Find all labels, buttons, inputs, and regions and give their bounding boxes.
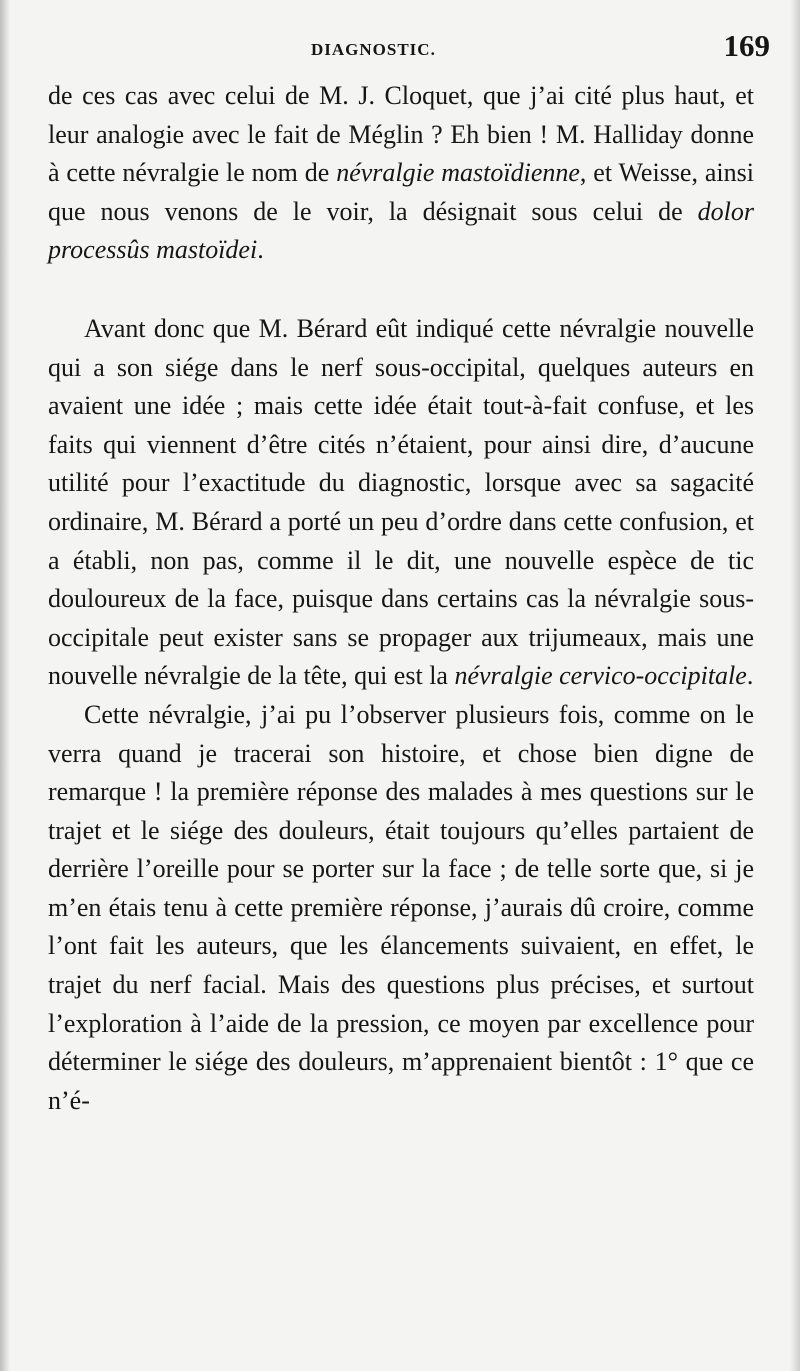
paragraph-1: [48, 77, 754, 270]
text-segment: Cette névralgie, j’ai pu l’observer plusieurs fois, comme on le verra quand je tracerai son histoire, et chose bien digne de remarque ! la première réponse des malades à mes questions sur le trajet et le siége des douleurs, était toujours qu’elles partaient de derrière l’oreille pour se porter sur la face ; de telle sorte que, si je m’en étais tenu à cette première réponse, j’aurais dû croire, comme l’ont fait les auteurs, que les élancements suivaient, en effet, le trajet du nerf facial. Mais des questions plus précises, et surtout l’exploration à l’aide de la pression, ce moyen par excellence pour déterminer le siége des douleurs, m’apprenaient bientôt : 1° que ce n’é-: [48, 699, 754, 1115]
page-header: [48, 28, 770, 72]
page-number: 169: [723, 28, 770, 63]
paragraph-2: [48, 310, 754, 696]
paragraph-gap: [48, 270, 754, 310]
italic-term: névralgie mastoïdienne: [336, 158, 580, 188]
text-segment: de ces cas avec celui de M. J. Cloquet, que j’ai cité plus haut, et leur analogie avec le fait de Méglin ? Eh bien ! M. Halliday donne à cette névralgie le nom de: [48, 81, 754, 188]
scan-edge-right: [790, 0, 800, 1371]
italic-term: dolor processûs mastoïdei: [48, 196, 754, 265]
text-segment: Avant donc que M. Bérard eût indiqué cette névralgie nouvelle qui a son siége dans le nerf sous-occipital, quelques auteurs en avaient une idée ; mais cette idée était tout-à-fait confuse, et les faits qui viennent d’être cités n’étaient, pour ainsi dire, d’aucune utilité pour l’exactitude du diagnostic, lorsque avec sa sagacité ordinaire, M. Bérard a porté un peu d’ordre dans cette confusion, et a établi, non pas, comme il le dit, une nouvelle espèce de tic douloureux de la face, puisque dans certains cas la névralgie sous-occipitale peut exister sans se propager aux trijumeaux, mais une nouvelle névralgie de la tête, qui est la: [48, 313, 754, 691]
text-segment: .: [746, 661, 754, 691]
text-segment: , et Weisse, ainsi que nous venons de le voir, la désignait sous celui de: [48, 158, 754, 226]
body-text: [48, 77, 754, 1120]
scan-edge-left: [0, 0, 10, 1371]
italic-term: névralgie cervico-occipitale: [454, 661, 747, 691]
running-title: DIAGNOSTIC.: [311, 40, 436, 59]
text-segment: .: [257, 235, 264, 265]
paragraph-3: [48, 696, 754, 1121]
